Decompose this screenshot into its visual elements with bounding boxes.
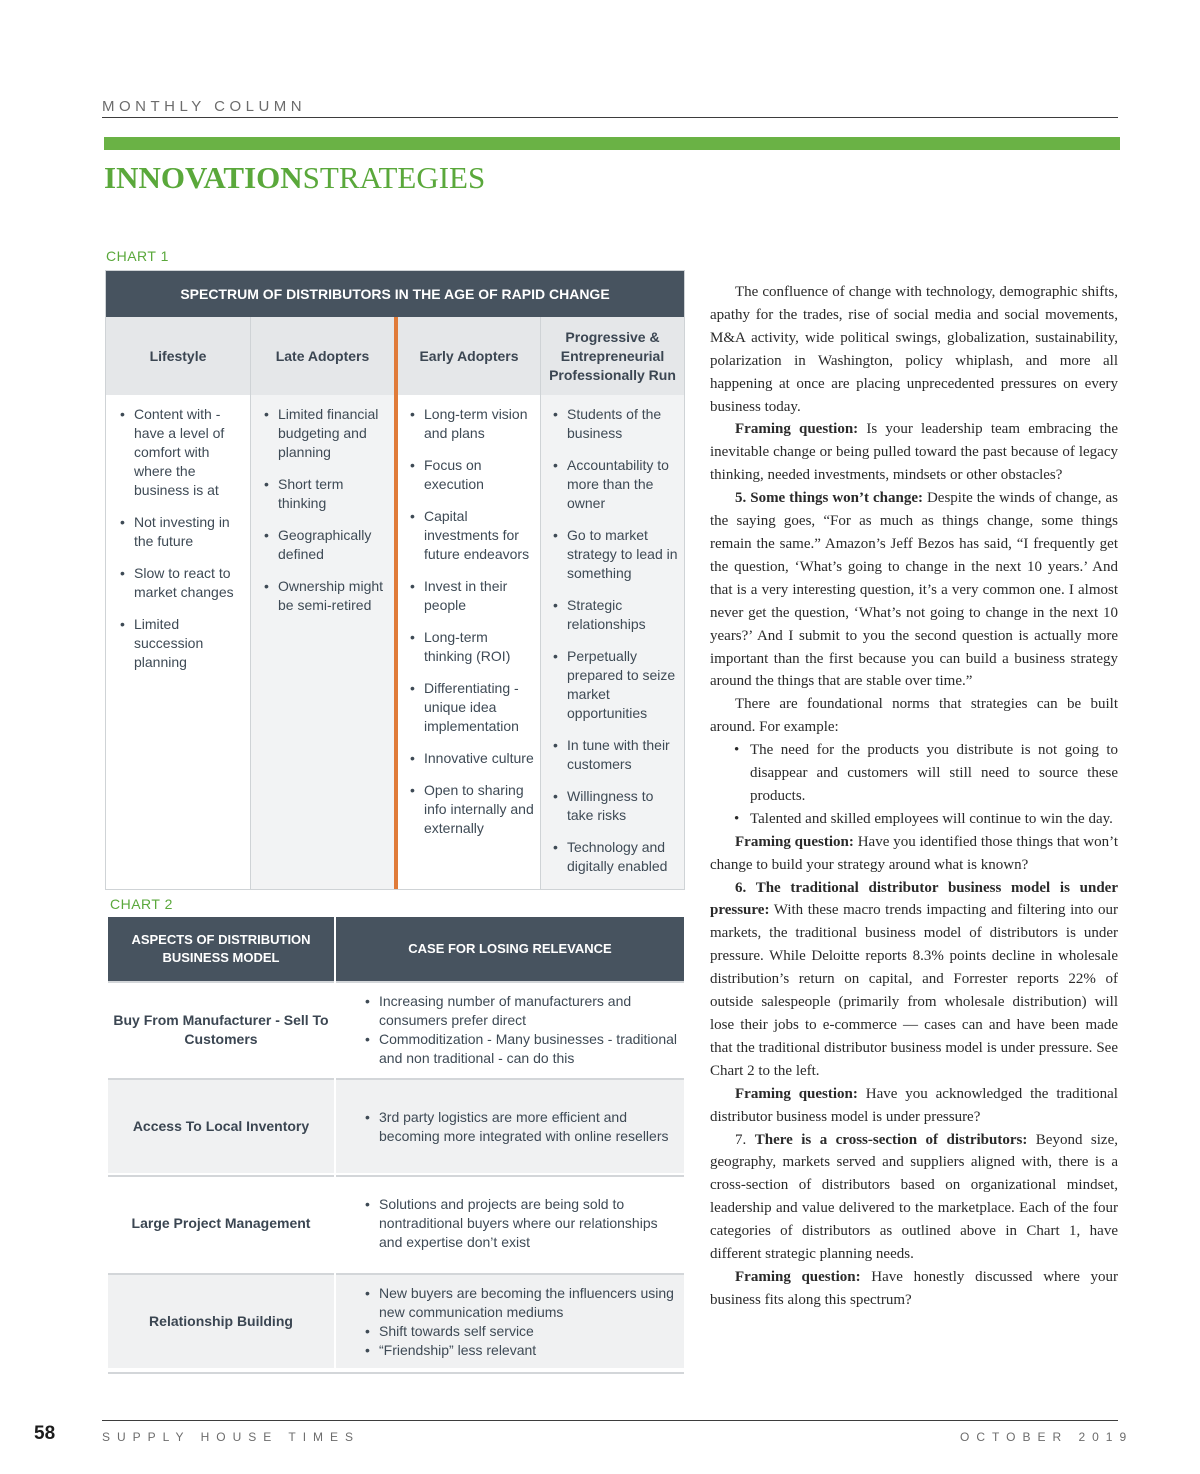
list-item: • Geographically defined bbox=[262, 526, 390, 564]
table-row bbox=[108, 1175, 684, 1270]
list-item: • Limited financial budgeting and planning bbox=[262, 405, 390, 462]
list-item: • Talented and skilled employees will continue to win the day. bbox=[734, 808, 1118, 831]
list-item: • Innovative culture bbox=[408, 749, 538, 768]
aspect-cell: Access To Local Inventory bbox=[108, 1078, 334, 1173]
list-item: • Long-term vision and plans bbox=[408, 405, 538, 443]
table-row bbox=[108, 981, 684, 1076]
list-item: • Accountability to more than the owner bbox=[551, 456, 681, 513]
page-number: 58 bbox=[34, 1423, 56, 1444]
section-title bbox=[104, 160, 485, 196]
case-cell bbox=[336, 981, 684, 1076]
list-item: • Capital investments for future endeavors bbox=[408, 507, 538, 564]
subheading: 5. Some things won’t change: bbox=[735, 490, 923, 507]
aspect-cell: Large Project Management bbox=[108, 1175, 334, 1270]
aspect-cell: Buy From Manufacturer - Sell To Customers bbox=[108, 981, 334, 1076]
list-item: • Differentiating - unique idea implementation bbox=[408, 679, 538, 736]
aspect-cell: Relationship Building bbox=[108, 1273, 334, 1368]
list-item: • Solutions and projects are being sold to nontraditional buyers where our relationships and expertise don’t exist bbox=[362, 1195, 684, 1252]
list-item: • Ownership might be semi-retired bbox=[262, 577, 390, 615]
chart1-column-progressive bbox=[551, 405, 681, 899]
section-title-light: STRATEGIES bbox=[302, 160, 486, 195]
list-item: • Go to market strategy to lead in something bbox=[551, 526, 681, 583]
chart1-column-late-adopters bbox=[262, 405, 390, 899]
list-item: • Increasing number of manufacturers and consumers prefer direct bbox=[362, 992, 684, 1030]
chart1-divider bbox=[540, 317, 541, 889]
list-item: • Shift towards self service bbox=[362, 1322, 684, 1341]
framing-label: Framing question: bbox=[735, 421, 859, 438]
chart1-divider bbox=[250, 317, 251, 889]
list-item: • Willingness to take risks bbox=[551, 787, 681, 825]
article-body bbox=[710, 281, 1118, 1312]
case-cell bbox=[336, 1078, 684, 1173]
paragraph: 5. Some things won’t change: Despite the winds of change, as the saying goes, “For as much as things change, some things remain the same.” Amazon’s Jeff Bezos has said, “I frequently get the question, ‘What’s going to change in the next 10 years.’ And that is a very interesting question, it’s a very common one. I almost never get the question, ‘What’s not going to change in the next 10 years?’ And I submit to you the second question is actually more important than the first because you can build a business strategy around the things that are stable over time.” bbox=[710, 490, 1119, 690]
list-item: • Long-term thinking (ROI) bbox=[408, 628, 538, 666]
chart2-header-case: CASE FOR LOSING RELEVANCE bbox=[336, 917, 684, 981]
subheading: 6. The traditional distributor business model is under pressure: bbox=[710, 879, 1118, 919]
list-item: • Open to sharing info internally and externally bbox=[408, 781, 538, 838]
list-item: • Not investing in the future bbox=[118, 513, 246, 551]
subheading: There is a cross-section of distributors: bbox=[754, 1131, 1028, 1148]
list-item: • 3rd party logistics are more efficient and becoming more integrated with online resellers bbox=[362, 1108, 684, 1146]
footer-rule bbox=[102, 1420, 1118, 1421]
chart1-col-heading: Early Adopters bbox=[398, 317, 540, 395]
paragraph: Framing question: Is your leadership team embracing the inevitable change or being pulled toward the past because of legacy thinking, needed investments, mindsets or other obstacles? bbox=[710, 421, 1118, 484]
list-item: • Commoditization - Many businesses - traditional and non traditional - can do this bbox=[362, 1030, 684, 1068]
list-item: • Students of the business bbox=[551, 405, 681, 443]
framing-label: Framing question: bbox=[735, 833, 854, 850]
paragraph: There are foundational norms that strategies can be built around. For example: bbox=[710, 696, 1118, 736]
list-item: • Perpetually prepared to seize market opportunities bbox=[551, 647, 681, 723]
paragraph: Framing question: Have honestly discussed where your business fits along this spectrum? bbox=[710, 1268, 1118, 1308]
table-row bbox=[108, 1078, 684, 1173]
chart1-highlight-divider bbox=[394, 317, 398, 889]
chart2-header-aspects: ASPECTS OF DISTRIBUTION BUSINESS MODEL bbox=[108, 917, 334, 981]
table-row bbox=[108, 1273, 684, 1368]
list-item: • “Friendship” less relevant bbox=[362, 1341, 684, 1360]
header-rule bbox=[102, 117, 1118, 118]
list-item: • Short term thinking bbox=[262, 475, 390, 513]
paragraph: Framing question: Have you acknowledged the traditional distributor business model is under pressure? bbox=[710, 1085, 1118, 1125]
paragraph: 6. The traditional distributor business model is under pressure: With these macro trends impacting and filtering into our markets, the traditional business model of distributors is under pressure. While Deloitte reports 8.3% points decline in wholesale distribution’s return on capital, and Forrester reports 22% of outside salespeople (primarily from wholesale distribution) will lose their jobs to e-commerce — cases can and have been made that the traditional distributor business model is under pressure. See Chart 2 to the left. bbox=[710, 879, 1118, 1079]
chart2-table bbox=[108, 917, 684, 1374]
column-label: MONTHLY COLUMN bbox=[102, 98, 307, 115]
publication-name: SUPPLY HOUSE TIMES bbox=[102, 1430, 361, 1444]
list-item: • Slow to react to market changes bbox=[118, 564, 246, 602]
paragraph: 7. There is a cross-section of distributors: Beyond size, geography, markets served and suppliers aligned with, there is a cross-section of distributors based on organizational mindset, leadership and value delivered to the marketplace. Each of the four categories of distributors as outlined above in Chart 1, have different strategic planning needs. bbox=[710, 1131, 1118, 1263]
list-item: • Strategic relationships bbox=[551, 596, 681, 634]
chart1-title: SPECTRUM OF DISTRIBUTORS IN THE AGE OF RAPID CHANGE bbox=[106, 271, 684, 317]
list-item: • New buyers are becoming the influencers using new communication mediums bbox=[362, 1284, 684, 1322]
chart2-label: CHART 2 bbox=[110, 896, 173, 912]
list-item: • Content with - have a level of comfort with where the business is at bbox=[118, 405, 246, 500]
chart1-col-heading: Progressive & Entrepreneurial Professionally Run bbox=[541, 317, 684, 395]
case-cell bbox=[336, 1273, 684, 1368]
chart1-col-heading: Late Adopters bbox=[251, 317, 394, 395]
list-item: • Technology and digitally enabled bbox=[551, 838, 681, 876]
case-cell bbox=[336, 1175, 684, 1270]
list-item: • Limited succession planning bbox=[118, 615, 246, 672]
section-title-bold: INNOVATION bbox=[104, 160, 303, 195]
chart1-label: CHART 1 bbox=[106, 248, 169, 264]
chart2-bottom-rule bbox=[108, 1372, 684, 1374]
list-item: • Focus on execution bbox=[408, 456, 538, 494]
header-accent-bar bbox=[104, 137, 1120, 150]
list-item: • In tune with their customers bbox=[551, 736, 681, 774]
framing-label: Framing question: bbox=[735, 1085, 858, 1102]
chart1-table bbox=[105, 270, 685, 890]
paragraph: Framing question: Have you identified those things that won’t change to build your strategy around what is known? bbox=[710, 833, 1118, 873]
bullet-list bbox=[710, 739, 1118, 831]
framing-label: Framing question: bbox=[735, 1268, 861, 1285]
paragraph: The confluence of change with technology, demographic shifts, apathy for the trades, rise of social media and social movements, M&A activity, wide political swings, globalization, sustainability, polarization in Washington, policy whiplash, and more all happening at once are placing unprecedented pressures on every business today. bbox=[710, 284, 1118, 415]
chart1-column-lifestyle bbox=[118, 405, 246, 899]
chart1-col-heading: Lifestyle bbox=[106, 317, 250, 395]
list-item: • Invest in their people bbox=[408, 577, 538, 615]
issue-date: OCTOBER 2019 bbox=[960, 1430, 1134, 1444]
chart1-column-early-adopters bbox=[408, 405, 538, 899]
list-item: • The need for the products you distribute is not going to disappear and customers will still need to source these products. bbox=[734, 739, 1118, 808]
